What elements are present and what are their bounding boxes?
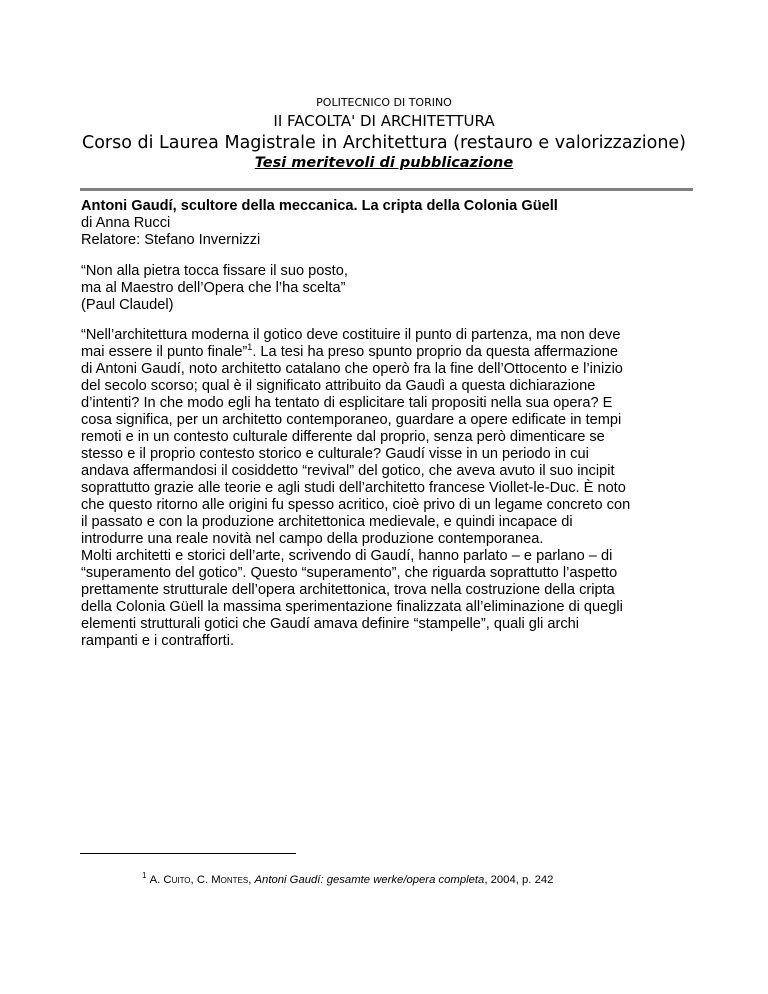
course-name: Corso di Laurea Magistrale in Architettura (restauro e valorizzazione) bbox=[82, 133, 686, 153]
university-name: POLITECNICO DI TORINO bbox=[316, 96, 452, 109]
paragraph-line: “Nell’architettura moderna il gotico deve costituire il punto di partenza, ma non deve bbox=[81, 327, 621, 343]
header-divider bbox=[80, 188, 693, 191]
footnote-author: C. Montes bbox=[196, 874, 249, 886]
paragraph-line: del secolo scorso; qual è il significato attribuito da Gaudì a questa dichiarazione bbox=[81, 378, 596, 394]
quote-line: “Non alla pietra tocca fissare il suo posto, bbox=[81, 263, 348, 279]
abstract-paragraph bbox=[81, 327, 701, 650]
paragraph-line: d’intenti? In che modo egli ha tentato di esplicitare tali propositi nella sua opera? E bbox=[81, 395, 613, 411]
paragraph-line: remoti e in un contesto culturale differente dal proprio, senza però dimenticare se bbox=[81, 429, 605, 445]
paragraph-line: di Antoni Gaudí, noto architetto catalano che operò fra la fine dell’Ottocento e l’inizio bbox=[81, 361, 623, 377]
paragraph-line: cosa significa, per un architetto contemporaneo, guardare a opere edificate in tempi bbox=[81, 412, 622, 428]
paragraph-line: della Colonia Güell la massima sperimentazione finalizzata all’eliminazione di quegli bbox=[81, 599, 623, 615]
thesis-author: di Anna Rucci bbox=[81, 215, 171, 231]
epigraph-quote bbox=[81, 263, 701, 314]
paragraph-text: . La tesi ha preso spunto proprio da questa affermazione bbox=[252, 344, 618, 360]
paragraph-line: elementi strutturali gotici che Gaudí amava definire “stampelle”, quali gli archi bbox=[81, 616, 580, 632]
paragraph-line: introdurre una reale novità nel campo della produzione contemporanea. bbox=[81, 531, 544, 547]
footnote bbox=[142, 873, 553, 887]
thesis-title: Antoni Gaudí, scultore della meccanica. La cripta della Colonia Güell bbox=[81, 198, 558, 214]
paragraph-text: mai essere il punto finale” bbox=[81, 344, 248, 360]
footnote-separator-text: , bbox=[190, 874, 197, 886]
paragraph-line: soprattutto grazie alle teorie e agli studi dell’architetto francese Viollet-le-Duc. È noto bbox=[81, 480, 626, 496]
publication-heading: Tesi meritevoli di pubblicazione bbox=[254, 155, 514, 171]
paragraph-line: prettamente strutturale dell’opera architettonica, trova nella costruzione della cripta bbox=[81, 582, 615, 598]
paragraph-line: “superamento del gotico”. Questo “superamento”, che riguarda soprattutto l’aspetto bbox=[81, 565, 618, 581]
footnote-author: A. Cuito bbox=[149, 874, 191, 886]
faculty-name: II FACOLTA' DI ARCHITETTURA bbox=[273, 112, 495, 130]
paragraph-line: stesso e il proprio contesto storico e culturale? Gaudí visse in un periodo in cui bbox=[81, 446, 589, 462]
quote-attribution: (Paul Claudel) bbox=[81, 297, 174, 313]
footnote-number: 1 bbox=[142, 871, 147, 881]
paragraph-line: che questo ritorno alle origini fu spesso acritico, cioè privo di un legame concreto con bbox=[81, 497, 631, 513]
paragraph-line bbox=[81, 344, 701, 361]
quote-line: ma al Maestro dell’Opera che l’ha scelta” bbox=[81, 280, 346, 296]
footnote-details: , 2004, p. 242 bbox=[484, 874, 554, 886]
footnote-reference: 1 bbox=[247, 342, 253, 353]
footnote-work-title: Antoni Gaudí: gesamte werke/opera completa bbox=[254, 874, 485, 886]
footnote-separator bbox=[80, 853, 296, 854]
paragraph-line: il passato e con la produzione architettonica medievale, e quindi incapace di bbox=[81, 514, 573, 530]
paragraph-line: Molti architetti e storici dell’arte, scrivendo di Gaudí, hanno parlato – e parlano – di bbox=[81, 548, 613, 564]
paragraph-line: andava affermandosi il cosiddetto “revival” del gotico, che aveva avuto il suo incipit bbox=[81, 463, 615, 479]
footnote-separator-text: , bbox=[248, 874, 255, 886]
paragraph-line: rampanti e i contrafforti. bbox=[81, 633, 235, 649]
thesis-supervisor: Relatore: Stefano Invernizzi bbox=[81, 232, 261, 248]
